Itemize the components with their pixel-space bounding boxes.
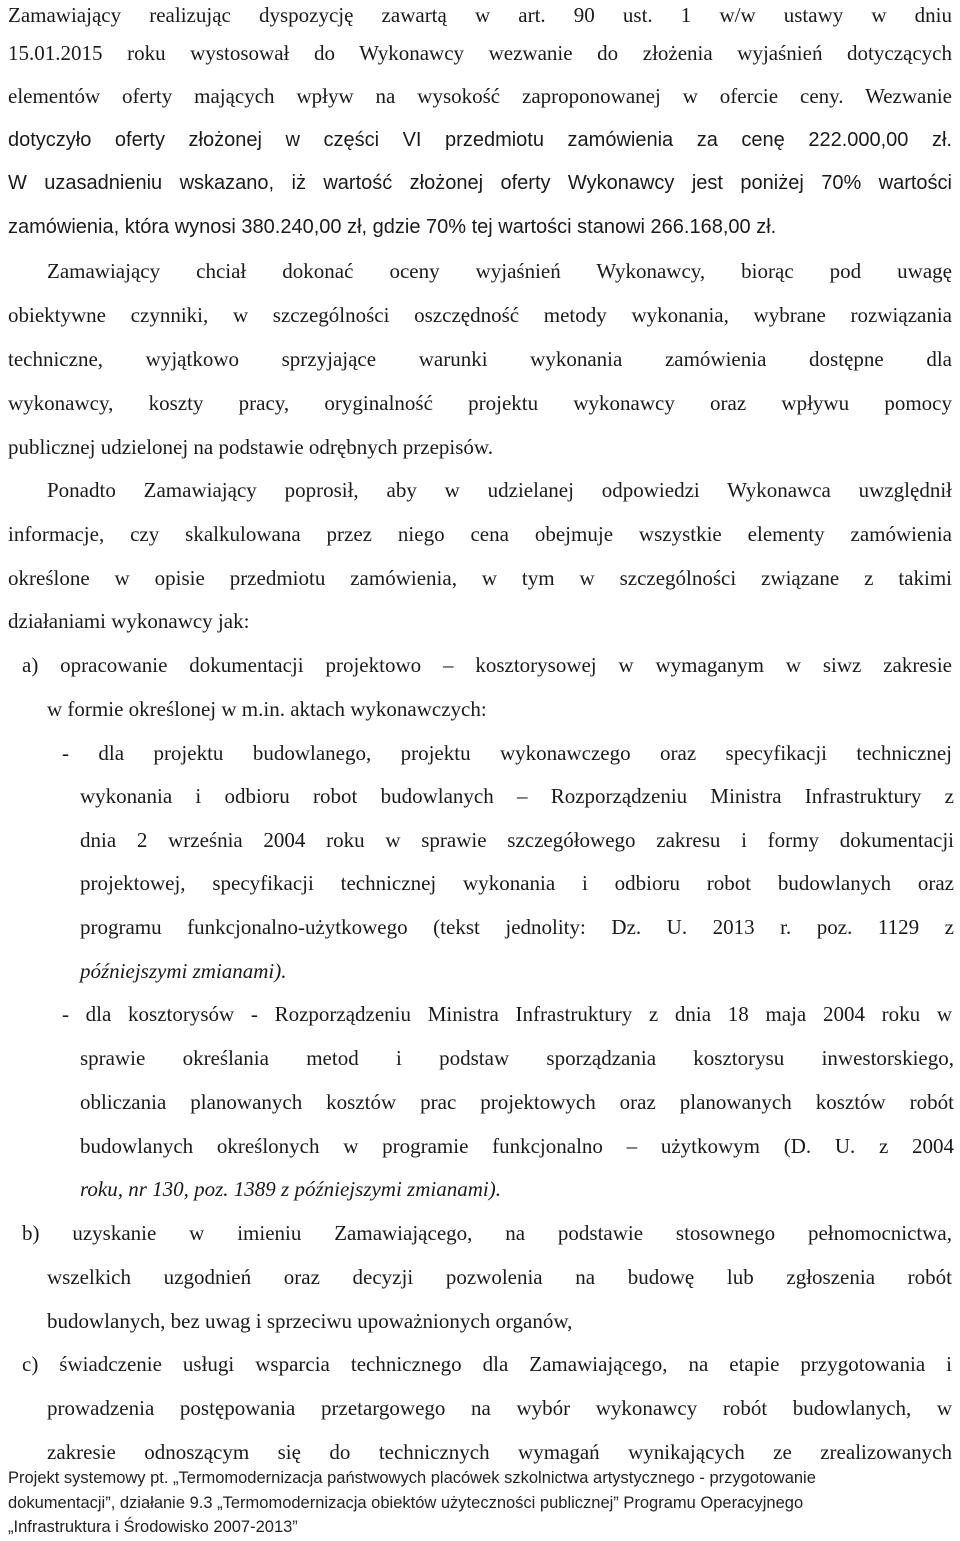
text-line: wykonania i odbioru robot budowlanych – Rozporządzeniu Ministra Infrastruktury z — [80, 784, 954, 808]
text-line: 15.01.2015 roku wystosował do Wykonawcy wezwanie do złożenia wyjaśnień dotyczących — [8, 41, 952, 65]
text-line: budowlanych, bez uwag i sprzeciwu upoważnionych organów, — [47, 1309, 573, 1333]
footer-line: dokumentacji”, działanie 9.3 „Termomodernizacja obiektów użyteczności publicznej” Programu Operacyjnego — [8, 1494, 804, 1512]
text-line: programu funkcjonalno-użytkowego (tekst jednolity: Dz. U. 2013 r. poz. 1129 z — [80, 915, 954, 939]
text-line: późniejszymi zmianami). — [80, 959, 287, 983]
text-line: roku, nr 130, poz. 1389 z późniejszymi zmianami). — [80, 1177, 501, 1201]
text-line: informacje, czy skalkulowana przez niego cena obejmuje wszystkie elementy zamówienia — [8, 522, 952, 546]
text-line: publicznej udzielonej na podstawie odrębnych przepisów. — [8, 435, 493, 459]
list-item-c: c) świadczenie usługi wsparcia technicznego dla Zamawiającego, na etapie przygotowania i — [22, 1352, 952, 1376]
text-line: zakresie odnoszącym się do technicznych wymagań wynikających ze zrealizowanych — [47, 1440, 952, 1464]
text-line: zamówienia, która wynosi 380.240,00 zł, gdzie 70% tej wartości stanowi 266.168,00 zł. — [8, 216, 777, 238]
text-line: W uzasadnieniu wskazano, iż wartość złożonej oferty Wykonawcy jest poniżej 70% wartości — [8, 172, 952, 194]
text-line: sprawie określania metod i podstaw sporządzania kosztorysu inwestorskiego, — [80, 1046, 954, 1070]
paragraph-first-line: Ponadto Zamawiający poprosił, aby w udzielanej odpowiedzi Wykonawca uwzględnił — [47, 478, 952, 502]
text-line: określone w opisie przedmiotu zamówienia, w tym w szczególności związane z takimi — [8, 566, 952, 590]
list-item-a: a) opracowanie dokumentacji projektowo – kosztorysowej w wymaganym w siwz zakresie — [22, 653, 952, 677]
sub-list-item: - dla kosztorysów - Rozporządzeniu Ministra Infrastruktury z dnia 18 maja 2004 roku w — [62, 1002, 952, 1026]
text-line: dotyczyło oferty złożonej w części VI przedmiotu zamówienia za cenę 222.000,00 zł. — [8, 129, 952, 151]
text-line: budowlanych określonych w programie funkcjonalno – użytkowym (D. U. z 2004 — [80, 1134, 954, 1158]
paragraph-first-line: Zamawiający chciał dokonać oceny wyjaśnień Wykonawcy, biorąc pod uwagę — [47, 259, 952, 283]
text-line: działaniami wykonawcy jak: — [8, 609, 250, 633]
list-item-continuation: w formie określonej w m.in. aktach wykonawczych: — [47, 697, 487, 721]
footer-line: Projekt systemowy pt. „Termomodernizacja państwowych placówek szkolnictwa artystycznego - przygotowanie — [8, 1469, 816, 1487]
text-line: dnia 2 września 2004 roku w sprawie szczegółowego zakresu i formy dokumentacji — [80, 828, 954, 852]
footer-line: „Infrastruktura i Środowisko 2007-2013” — [8, 1518, 298, 1536]
text-line: obliczania planowanych kosztów prac projektowych oraz planowanych kosztów robót — [80, 1090, 954, 1114]
text-line: Zamawiający realizując dyspozycję zawartą w art. 90 ust. 1 w/w ustawy w dniu — [8, 3, 952, 27]
text-line: wykonawcy, koszty pracy, oryginalność projektu wykonawcy oraz wpływu pomocy — [8, 391, 952, 415]
text-line: elementów oferty mających wpływ na wysokość zaproponowanej w ofercie ceny. Wezwanie — [8, 84, 952, 108]
text-line: prowadzenia postępowania przetargowego na wybór wykonawcy robót budowlanych, w — [47, 1396, 952, 1420]
list-item-b: b) uzyskanie w imieniu Zamawiającego, na podstawie stosownego pełnomocnictwa, — [22, 1221, 952, 1245]
text-line: techniczne, wyjątkowo sprzyjające warunki wykonania zamówienia dostępne dla — [8, 347, 952, 371]
text-line: projektowej, specyfikacji technicznej wykonania i odbioru robot budowlanych oraz — [80, 871, 954, 895]
sub-list-item: - dla projektu budowlanego, projektu wykonawczego oraz specyfikacji technicznej — [62, 741, 952, 765]
text-line: obiektywne czynniki, w szczególności oszczędność metody wykonania, wybrane rozwiązania — [8, 303, 952, 327]
text-line: wszelkich uzgodnień oraz decyzji pozwolenia na budowę lub zgłoszenia robót — [47, 1265, 952, 1289]
